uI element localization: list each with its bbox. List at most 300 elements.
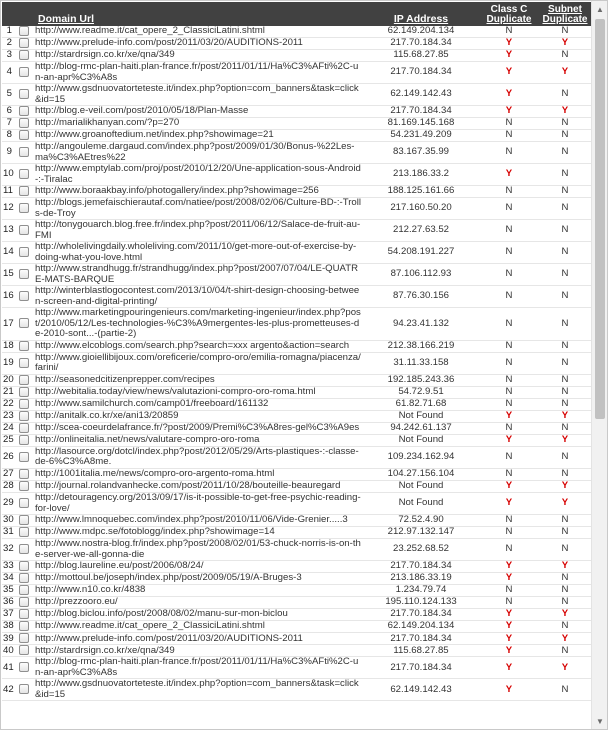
subnet-duplicate-cell: N [561,451,569,463]
class-c-duplicate-cell: Y [505,560,513,572]
class-c-duplicate-cell: Y [505,37,513,49]
class-c-duplicate-cell: Y [505,434,513,446]
checkbox-icon[interactable] [19,645,29,655]
row-select-checkbox[interactable] [15,493,32,515]
row-number: 17 [3,317,14,329]
checkbox-icon[interactable] [19,609,29,619]
ip-address-cell: 83.167.35.99 [392,146,450,158]
class-c-duplicate-cell: Y [505,683,513,695]
row-select-checkbox[interactable] [15,374,32,386]
subnet-duplicate-cell: N [561,644,569,656]
subnet-duplicate-cell: N [561,49,569,61]
scroll-up-arrow-icon[interactable]: ▲ [596,4,604,14]
table-row [2,84,592,106]
domain-url-cell: http://stardrsign.co.kr/xe/qna/349 [35,644,175,656]
subnet-duplicate-cell: Y [561,105,569,117]
class-c-duplicate-cell: N [505,596,513,608]
domain-url-cell: http://wholelivingdaily.wholeliving.com/2011/10/get-more-out-of-exercise-by-doing-what-you-love.html [35,241,357,263]
table-row [2,130,592,142]
row-number: 9 [6,146,12,158]
subnet-duplicate-header[interactable] [538,2,592,26]
row-select-checkbox[interactable] [15,609,32,621]
checkbox-icon[interactable] [19,573,29,583]
ip-address-cell: 217.70.184.34 [390,632,452,644]
checkbox-icon[interactable] [19,411,29,421]
duplicate-check-table [2,2,592,701]
row-select-checkbox[interactable] [15,645,32,657]
domain-url-cell: http://www.readme.it/cat_opere_2_ClassiciLatini.shtml [35,620,265,632]
table-row [2,62,592,84]
table-row [2,539,592,561]
table-row [2,340,592,352]
domain-url-cell: http://onlineitalia.net/news/valutare-compro-oro-roma [35,434,260,446]
scroll-down-arrow-icon[interactable]: ▼ [596,716,604,726]
domain-url-cell: http://www.mdpc.se/fotoblogg/index.php?showimage=14 [35,526,275,538]
class-c-duplicate-cell: N [505,339,513,351]
row-number: 41 [3,661,14,673]
checkbox-icon[interactable] [19,147,29,157]
checkbox-icon[interactable] [19,38,29,48]
row-select-checkbox[interactable] [15,527,32,539]
class-c-duplicate-cell: N [505,514,513,526]
row-number: 39 [3,632,14,644]
row-number: 8 [6,129,12,141]
domain-url-cell: http://stardrsign.co.kr/xe/qna/349 [35,49,175,61]
ip-address-cell: 109.234.162.94 [387,451,455,463]
subnet-duplicate-cell: N [561,398,569,410]
class-c-duplicate-cell: Y [505,644,513,656]
checkbox-icon[interactable] [19,515,29,525]
table-row [2,26,592,38]
checkbox-icon[interactable] [19,498,29,508]
domain-url-cell: http://1001italia.me/news/compro-oro-argento-roma.html [35,468,275,480]
ip-address-header-label[interactable]: IP Address [393,13,449,25]
domain-url-cell: http://marialikhanyan.com/?p=270 [35,117,180,129]
class-c-duplicate-cell: Y [505,66,513,78]
domain-url-cell: http://www.nostra-blog.fr/index.php?post/2008/02/01/53-chuck-norris-is-on-the-server-we-all-gonna-die [35,538,361,560]
ip-address-cell: 61.82.71.68 [395,398,447,410]
row-select-checkbox[interactable] [15,26,32,38]
subnet-duplicate-cell: N [561,596,569,608]
row-select-checkbox[interactable] [15,130,32,142]
row-select-checkbox[interactable] [15,621,32,633]
class-c-duplicate-cell: N [505,451,513,463]
table-row [2,609,592,621]
ip-address-cell: 217.70.184.34 [390,661,452,673]
domain-url-cell: http://seasonedcitizenprepper.com/recipes [35,374,215,386]
row-select-checkbox[interactable] [15,468,32,480]
table-row [2,220,592,242]
domain-url-cell: http://webitalia.today/view/news/valutazioni-compro-oro-roma.html [35,386,316,398]
class-c-header-line1: Class C [490,4,528,15]
row-select-checkbox[interactable] [15,220,32,242]
checkbox-icon[interactable] [19,106,29,116]
checkbox-icon[interactable] [19,387,29,397]
domain-url-cell: http://www.elcoblogs.com/search.php?search=xxx argento&action=search [35,339,350,351]
checkbox-icon[interactable] [19,318,29,328]
subnet-header-line1[interactable]: Subnet [548,4,582,15]
table-row [2,480,592,492]
domain-url-cell: http://anitalk.co.kr/xe/ani13/20859 [35,410,179,422]
row-number: 38 [3,620,14,632]
class-c-duplicate-cell: N [505,129,513,141]
row-select-checkbox[interactable] [15,286,32,308]
checkbox-icon[interactable] [19,118,29,128]
class-c-duplicate-cell: Y [505,608,513,620]
domain-url-cell: http://www.gsdnuovatorteteste.it/index.php?option=com_banners&task=click&id=15 [35,83,359,105]
row-number-header [2,2,15,26]
row-number: 7 [6,117,12,129]
table-row [2,621,592,633]
subnet-header-line2[interactable]: Duplicate [542,14,588,25]
ip-address-cell: 54.208.191.227 [387,246,455,258]
row-select-checkbox[interactable] [15,434,32,446]
subnet-duplicate-cell: Y [561,632,569,644]
class-c-duplicate-cell: Y [505,105,513,117]
row-number: 34 [3,572,14,584]
ip-address-cell: 115.68.27.85 [393,49,449,61]
row-number: 11 [3,185,13,197]
checkbox-icon[interactable] [19,469,29,479]
ip-address-cell: 217.70.184.34 [390,560,452,572]
ip-address-cell: 62.149.204.134 [387,25,455,37]
ip-address-cell: 94.242.61.137 [390,422,452,434]
class-c-duplicate-cell: N [505,146,513,158]
class-c-duplicate-cell: Y [505,168,513,180]
row-number: 36 [3,596,14,608]
checkbox-icon[interactable] [19,452,29,462]
subnet-duplicate-cell: N [561,268,569,280]
row-select-checkbox[interactable] [15,422,32,434]
ip-address-cell: 115.68.27.85 [393,644,449,656]
subnet-duplicate-cell: N [561,683,569,695]
vertical-scrollbar[interactable] [591,1,607,729]
row-number: 25 [3,434,14,446]
row-number: 22 [3,398,14,410]
row-select-checkbox[interactable] [15,164,32,186]
domain-url-cell: http://www.prelude-info.com/post/2011/03/20/AUDITIONS-2011 [35,37,303,49]
domain-url-cell: http://www.groanoftedium.net/index.php?showimage=21 [35,129,274,141]
table-row [2,561,592,573]
subnet-duplicate-cell: N [561,185,569,197]
subnet-duplicate-cell: N [561,202,569,214]
ip-address-cell: 23.252.68.52 [392,543,450,555]
checkbox-icon[interactable] [19,423,29,433]
domain-url-cell: http://www.lmnoquebec.com/index.php?post/2010/11/06/Vide-Grenier.....3 [35,514,348,526]
class-c-duplicate-cell: N [505,526,513,538]
row-number: 6 [6,105,12,117]
checkbox-icon[interactable] [19,633,29,643]
table-row [2,573,592,585]
subnet-duplicate-cell: Y [561,497,569,509]
row-number: 21 [3,386,14,398]
table-row [2,446,592,468]
subnet-duplicate-cell: N [561,290,569,302]
row-select-checkbox[interactable] [15,198,32,220]
checkbox-icon[interactable] [19,89,29,99]
domain-url-header-label[interactable]: Domain Url [38,13,95,25]
checkbox-icon[interactable] [19,50,29,60]
ip-address-cell: 31.11.33.158 [393,357,449,368]
class-c-header-line2[interactable]: Duplicate [486,14,532,25]
table-row [2,657,592,679]
subnet-duplicate-cell: Y [561,480,569,492]
subnet-duplicate-cell: N [561,339,569,351]
row-select-checkbox[interactable] [15,340,32,352]
table-row [2,410,592,422]
class-c-duplicate-cell: N [505,386,513,398]
subnet-duplicate-cell: N [561,357,569,368]
table-row [2,679,592,701]
row-number: 37 [3,608,14,620]
row-number: 33 [3,560,14,572]
table-header-row [2,2,592,26]
table-row [2,585,592,597]
ip-address-cell: Not Found [398,497,444,509]
row-number: 18 [3,339,14,351]
ip-address-cell: 213.186.33.2 [392,168,450,180]
ip-address-cell: 87.106.112.93 [390,268,452,280]
row-select-checkbox[interactable] [15,38,32,50]
ip-address-cell: 188.125.161.66 [387,185,455,197]
domain-url-cell: http://mottoul.be/joseph/index.php/post/2009/05/19/A-Bruges-3 [35,572,302,584]
row-number: 13 [3,224,14,236]
checkbox-icon[interactable] [19,481,29,491]
class-c-duplicate-cell: Y [505,497,513,509]
row-select-checkbox[interactable] [15,352,32,374]
ip-address-cell: 104.27.156.104 [387,468,455,480]
domain-url-cell: http://blogs.jemefaischierautaf.com/natiee/post/2008/02/06/Culture-BD-:-Trolls-de-Troy [35,197,361,219]
row-select-checkbox[interactable] [15,561,32,573]
row-number: 19 [3,357,14,368]
domain-url-header[interactable] [32,2,362,26]
table-row [2,106,592,118]
subnet-duplicate-cell: N [561,543,569,555]
row-select-checkbox[interactable] [15,679,32,701]
class-c-duplicate-cell: Y [505,661,513,673]
row-select-checkbox[interactable] [15,50,32,62]
domain-url-cell: http://blog.biclou.info/post/2008/08/02/manu-sur-mon-biclou [35,608,288,620]
checkbox-icon[interactable] [19,186,29,196]
row-select-checkbox[interactable] [15,410,32,422]
ip-address-cell: 1.234.79.74 [395,584,447,596]
table-row [2,164,592,186]
subnet-duplicate-cell: N [561,129,569,141]
subnet-duplicate-cell: N [561,374,569,386]
subnet-duplicate-cell: N [561,146,569,158]
row-select-checkbox[interactable] [15,398,32,410]
checkbox-icon[interactable] [19,684,29,694]
class-c-duplicate-cell: N [505,290,513,302]
table-row [2,242,592,264]
table-row [2,352,592,374]
table-row [2,264,592,286]
ip-address-cell: 192.185.243.36 [387,374,455,386]
table-row [2,468,592,480]
subnet-duplicate-cell: N [561,317,569,329]
row-select-checkbox[interactable] [15,242,32,264]
checkbox-icon[interactable] [19,67,29,77]
domain-url-cell: http://www.gioiellibijoux.com/oreficerie/compro-oro/emilia-romagna/piacenza/farini/ [35,351,361,374]
row-select-checkbox[interactable] [15,264,32,286]
row-select-checkbox[interactable] [15,633,32,645]
domain-url-cell: http://angouleme.dargaud.com/index.php?post/2009/01/30/Bonus-%22Les-ma%C3%AEtres%22 [35,141,355,163]
checkbox-icon[interactable] [19,341,29,351]
row-number: 2 [6,37,12,49]
domain-url-cell: http://journal.rolandvanhecke.com/post/2011/10/28/bouteille-beauregard [35,480,341,492]
subnet-duplicate-cell: N [561,25,569,37]
checkbox-icon[interactable] [19,597,29,607]
domain-url-cell: http://www.boraakbay.info/photogallery/index.php?showimage=256 [35,185,319,197]
checkbox-icon[interactable] [19,358,29,368]
checkbox-icon[interactable] [19,435,29,445]
row-number: 24 [3,422,14,434]
class-c-duplicate-header[interactable] [480,2,538,26]
table-row [2,398,592,410]
ip-address-cell: 54.72.9.51 [398,386,444,398]
row-select-checkbox[interactable] [15,186,32,198]
table-row [2,142,592,164]
domain-url-cell: http://www.gsdnuovatorteteste.it/index.php?option=com_banners&task=click&id=15 [35,678,359,700]
table-body [2,26,592,701]
domain-url-cell: http://scea-coeurdelafrance.fr/?post/2009/Premi%C3%A8res-gel%C3%A9es [35,422,360,434]
checkbox-icon[interactable] [19,621,29,631]
checkbox-icon[interactable] [19,291,29,301]
row-select-checkbox[interactable] [15,515,32,527]
class-c-duplicate-cell: N [505,268,513,280]
ip-address-cell: 217.160.50.20 [390,202,452,214]
ip-address-cell: 212.97.132.147 [387,526,455,538]
row-select-checkbox[interactable] [15,657,32,679]
subnet-duplicate-cell: Y [561,37,569,49]
row-number: 12 [3,202,14,214]
subnet-duplicate-cell: N [561,168,569,180]
domain-url-cell: http://www.prelude-info.com/post/2011/03/20/AUDITIONS-2011 [35,632,303,644]
table-row [2,38,592,50]
subnet-duplicate-cell: Y [561,410,569,422]
checkbox-icon[interactable] [19,225,29,235]
row-select-checkbox[interactable] [15,446,32,468]
row-select-checkbox[interactable] [15,573,32,585]
ip-address-cell: 212.27.63.52 [392,224,450,236]
row-number: 42 [3,683,14,695]
subnet-duplicate-cell: N [561,224,569,236]
ip-address-cell: 217.70.184.34 [390,105,452,117]
row-number: 31 [3,526,14,538]
table-row [2,515,592,527]
subnet-duplicate-cell: N [561,468,569,480]
subnet-duplicate-cell: N [561,117,569,129]
domain-url-cell: http://blog-rmc-plan-haiti.plan-france.fr/post/2011/01/11/Ha%C3%AFti%2C-un-an-apr%C3%A8s [35,656,359,678]
ip-address-cell: 213.186.33.19 [390,572,452,584]
subnet-duplicate-cell: N [561,572,569,584]
row-number: 28 [3,480,14,492]
row-select-checkbox[interactable] [15,118,32,130]
checkbox-icon[interactable] [19,561,29,571]
class-c-duplicate-cell: Y [505,49,513,61]
ip-address-cell: 62.149.142.43 [390,683,452,695]
row-select-checkbox[interactable] [15,480,32,492]
class-c-duplicate-cell: N [505,543,513,555]
table-row [2,386,592,398]
subnet-duplicate-cell: N [561,88,569,100]
row-select-checkbox[interactable] [15,106,32,118]
class-c-duplicate-cell: Y [505,88,513,100]
domain-url-cell: http://prezzooro.eu/ [35,596,118,608]
row-number: 35 [3,584,14,596]
domain-url-cell: http://winterblastlogocontest.com/2013/10/04/t-shirt-design-choosing-between-screen-and-digital-printing/ [35,285,360,307]
row-select-checkbox[interactable] [15,539,32,561]
ip-address-header[interactable] [362,2,480,26]
class-c-duplicate-cell: Y [505,410,513,422]
row-select-checkbox[interactable] [15,62,32,84]
checkbox-icon[interactable] [19,169,29,179]
checkbox-icon[interactable] [19,585,29,595]
checkbox-icon[interactable] [19,527,29,537]
table-row [2,286,592,308]
domain-url-cell: http://www.strandhugg.fr/strandhugg/index.php?post/2007/07/04/LE-QUATRE-MATS-BARQUE [35,263,359,285]
class-c-duplicate-cell: N [505,357,513,368]
subnet-duplicate-cell: N [561,422,569,434]
domain-url-cell: http://blog.laureline.eu/post/2006/08/24/ [35,560,204,572]
subnet-duplicate-cell: Y [561,560,569,572]
table-row [2,645,592,657]
row-select-checkbox[interactable] [15,386,32,398]
checkbox-icon[interactable] [19,375,29,385]
subnet-duplicate-cell: N [561,526,569,538]
domain-url-cell: http://detouragency.org/2013/09/17/is-it-possible-to-get-free-psychic-reading-for-love/ [35,492,361,514]
checkbox-icon[interactable] [19,269,29,279]
class-c-duplicate-cell: N [505,374,513,386]
domain-url-cell: http://blog.e-veil.com/post/2010/05/18/Plan-Masse [35,105,249,117]
row-select-checkbox[interactable] [15,597,32,609]
checkbox-icon[interactable] [19,203,29,213]
row-number: 32 [3,543,14,555]
domain-url-cell: http://www.samilchurch.com/camp01/freeboard/161132 [35,398,269,410]
subnet-duplicate-cell: N [561,620,569,632]
row-select-checkbox[interactable] [15,585,32,597]
row-number: 14 [3,246,14,258]
domain-url-cell: http://www.readme.it/cat_opere_2_ClassiciLatini.shtml [35,25,265,37]
subnet-duplicate-cell: Y [561,661,569,673]
row-select-checkbox[interactable] [15,84,32,106]
checkbox-icon[interactable] [19,399,29,409]
table-row [2,50,592,62]
ip-address-cell: 212.38.166.219 [387,339,455,351]
checkbox-icon[interactable] [19,247,29,257]
ip-address-cell: 72.52.4.90 [398,514,444,526]
ip-address-cell: 217.70.184.34 [390,66,452,78]
domain-url-cell: http://www.emptylab.com/proj/post/2010/12/20/Une-application-sous-Android-:-Tiralac [35,163,361,185]
checkbox-icon[interactable] [19,544,29,554]
checkbox-icon[interactable] [19,662,29,672]
scrollbar-thumb[interactable] [595,19,605,419]
checkbox-icon[interactable] [19,130,29,140]
class-c-duplicate-cell: N [505,584,513,596]
table-row [2,422,592,434]
ip-address-cell: 217.70.184.34 [390,608,452,620]
class-c-duplicate-cell: N [505,246,513,258]
results-scroll-area[interactable] [2,2,592,730]
table-row [2,434,592,446]
row-number: 1 [6,25,12,37]
row-number: 15 [3,268,14,280]
row-select-checkbox[interactable] [15,308,32,341]
table-row [2,374,592,386]
checkbox-icon[interactable] [19,26,29,36]
row-select-checkbox[interactable] [15,142,32,164]
ip-address-cell: 81.169.145.168 [387,117,455,129]
